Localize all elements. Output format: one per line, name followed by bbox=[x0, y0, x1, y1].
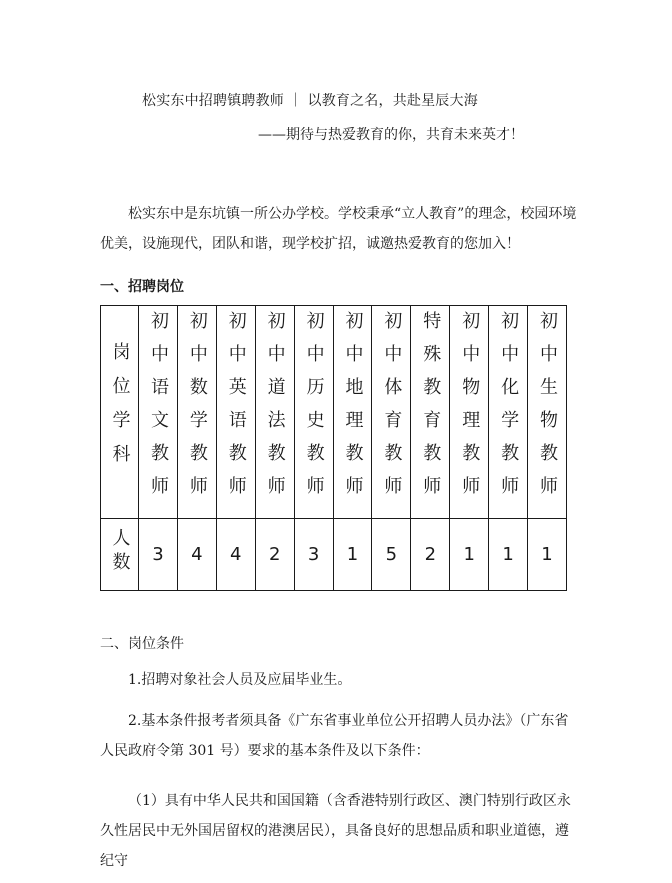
table-cell-count: 2 bbox=[411, 519, 450, 591]
table-cell-count: 1 bbox=[489, 519, 528, 591]
table-cell-count: 1 bbox=[528, 519, 567, 591]
subject-label: 初中物理教师 bbox=[459, 310, 481, 509]
subject-label: 初中英语教师 bbox=[225, 310, 247, 509]
subject-label: 初中体育教师 bbox=[381, 310, 403, 509]
table-cell-count: 1 bbox=[450, 519, 489, 591]
table-cell-subject bbox=[528, 306, 567, 519]
table-row-subjects bbox=[101, 306, 567, 519]
table-header-count-label: 人数 bbox=[109, 528, 131, 576]
intro-paragraph: 松实东中是东坑镇一所公办学校。学校秉承“立人教育”的理念，校园环境优美，设施现代，团队和谐，现学校扩招，诚邀热爱教育的您加入！ bbox=[100, 206, 577, 252]
table-header-count bbox=[101, 519, 139, 591]
table-header-subject-label: 岗位学科 bbox=[109, 341, 131, 478]
condition-item-3: （1）具有中华人民共和国国籍（含香港特别行政区、澳门特别行政区永久性居民中无外国居留权的港澳居民），具备良好的思想品质和职业道德，遵纪守 bbox=[100, 793, 571, 869]
table-cell-count: 3 bbox=[139, 519, 178, 591]
job-positions-table bbox=[100, 305, 567, 591]
condition-item-1: 1.招聘对象社会人员及应届毕业生。 bbox=[128, 672, 352, 688]
table-cell-subject bbox=[372, 306, 411, 519]
table-cell-subject bbox=[139, 306, 178, 519]
subject-label: 初中道法教师 bbox=[264, 310, 286, 509]
subject-label: 初中生物教师 bbox=[537, 310, 559, 509]
table-cell-subject bbox=[333, 306, 372, 519]
subject-label: 初中语文教师 bbox=[147, 310, 169, 509]
table-cell-count: 4 bbox=[177, 519, 216, 591]
table-header-subject bbox=[101, 306, 139, 519]
table-cell-count: 1 bbox=[333, 519, 372, 591]
table-cell-count: 3 bbox=[294, 519, 333, 591]
subject-label: 初中历史教师 bbox=[303, 310, 325, 509]
table-cell-count: 5 bbox=[372, 519, 411, 591]
table-cell-subject bbox=[411, 306, 450, 519]
document-title: 松实东中招聘镇聘教师 ｜ 以教育之名，共赴星辰大海 bbox=[142, 93, 478, 109]
table-cell-subject bbox=[450, 306, 489, 519]
table-cell-subject bbox=[294, 306, 333, 519]
subject-label: 初中化学教师 bbox=[498, 310, 520, 509]
table-cell-subject bbox=[177, 306, 216, 519]
table-cell-subject bbox=[255, 306, 294, 519]
table-cell-count: 4 bbox=[216, 519, 255, 591]
subject-label: 特殊教育教师 bbox=[420, 310, 442, 509]
document-subtitle: ——期待与热爱教育的你，共育未来英才！ bbox=[258, 127, 524, 143]
table-cell-subject bbox=[489, 306, 528, 519]
table-row-counts bbox=[101, 519, 567, 591]
subject-label: 初中地理教师 bbox=[342, 310, 364, 509]
table-cell-subject bbox=[216, 306, 255, 519]
section-heading-conditions: 二、岗位条件 bbox=[100, 636, 184, 652]
condition-item-2: 2.基本条件报考者须具备《广东省事业单位公开招聘人员办法》（广东省人民政府令第 301 号）要求的基本条件及以下条件： bbox=[100, 713, 569, 759]
table-cell-count: 2 bbox=[255, 519, 294, 591]
section-heading-positions: 一、招聘岗位 bbox=[100, 279, 184, 295]
subject-label: 初中数学教师 bbox=[186, 310, 208, 509]
